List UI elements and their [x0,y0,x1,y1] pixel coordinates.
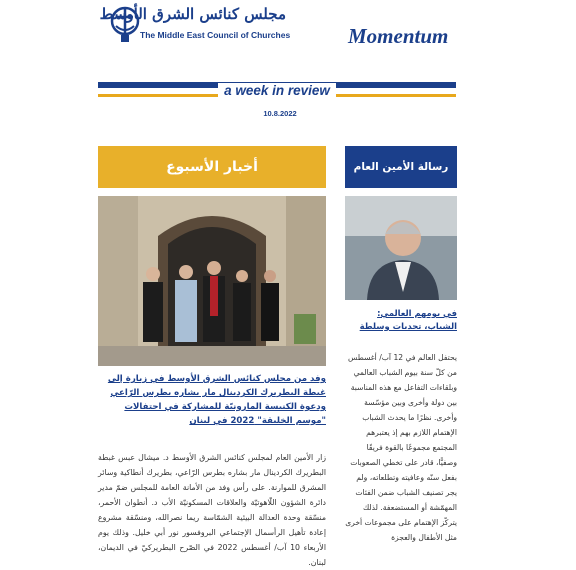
news-article-title[interactable]: وفد من مجلس كنائس الشرق الأوسط في زيارة إلى غبطة البطريرك الكردينال مار بشاره بطرس الرّاعي ودعوة الكنيسة المارونيّة للمشاركة في احتفالات "موسم الخليقة" 2022 في لبنان [107,374,326,426]
logo-arabic-text: مجلس كنائس الشرق الأوسط [99,5,286,23]
secretary-article-title[interactable]: في يومهم العالمي: الشباب، تحديات وسلطة [359,308,457,331]
news-section-heading: أخبار الأسبوع [98,146,326,188]
secretary-article-body: يحتفل العالم في 12 آب/ أغسطس من كلّ سنة بيوم الشباب العالمي وبلقاءات التفاعل مع هذه المناسبة بين دولة وأخرى وبين مؤسّسة وأخرى. نظرًا ما يحدث الشباب الإهتمام اللازم بهم إذ يعتبرهم المجتمع مجموعًا بالقوة فريقًا وصفيًّا، قادر على تخطي الصعوبات بفعل سنّه وعافيته وتطلعاته، ولم يجر تصنيف الشباب ضمن الفئات المهمّشة أو المستضعفة. لذلك يتركّز الإهتمام على مجموعات أخرى مثل الأطفال والعجزة [345,353,457,542]
tagline-text: a week in review [218,83,336,98]
news-photo [98,196,326,366]
secretary-section-heading: رسالة الأمين العام [345,146,457,188]
news-article-body: زار الأمين العام لمجلس كنائس الشرق الأوسط د. ميشال عبس غبطة البطريرك الكردينال مار بشاره بطرس الرّاعي، بطريرك أنطاكية وسائر المشرق للموارنة. على رأس وفد من الأمانة العامة للمجلس ضمّ مدير دائرة الشؤون اللّاهوتيّة والعلاقات المسكونيّة الأب د. أنطوان الأحمر، منسّقة وحدة العدالة البيئية الشمّاسة ريما نصرالله، ومنسّقة مشروع إعادة تأهيل الرأسمال الإجتماعي البروفسور نور أبي خليل. وذلك يوم الأربعاء 10 آب/ أغسطس 2022 في الصّرح البطريركيّ في الديمان، لبنان. [98,453,326,567]
newsletter-header [0,0,576,80]
brand-title: Momentum [348,24,449,48]
issue-date: 10.8.2022 [263,109,297,118]
logo-english-text: The Middle East Council of Churches [140,30,291,40]
week-review-tagline [98,80,456,98]
secretary-portrait [345,196,457,300]
